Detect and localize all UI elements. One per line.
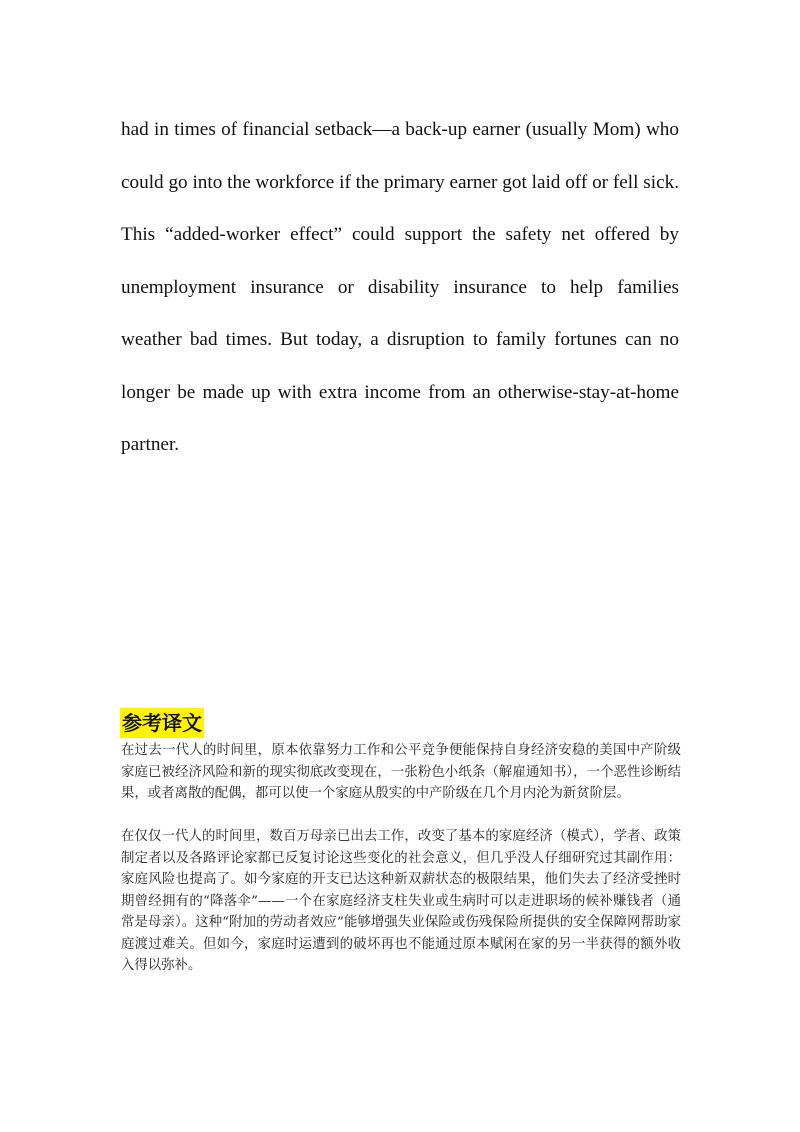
translation-paragraph-2: 在仅仅一代人的时间里，数百万母亲已出去工作，改变了基本的家庭经济（模式），学者、政策制定者以及各路评论家都已反复讨论这些变化的社会意义，但几乎没人仔细研究过其副作用：家庭风险也提高了。如今家庭的开支已达这种新双薪状态的极限结果，他们失去了经济受挫时期曾经拥有的“降落伞”——一个在家庭经济支柱失业或生病时可以走进职场的候补赚钱者（通常是母亲）。这种“附加的劳动者效应”能够增强失业保险或伤残保险所提供的安全保障网帮助家庭渡过难关。但如今，家庭时运遭到的破坏再也不能通过原本赋闲在家的另一半获得的额外收入得以弥补。 bbox=[121, 829, 681, 973]
translation-heading: 参考译文 bbox=[120, 708, 204, 738]
translation-paragraph-1: 在过去一代人的时间里，原本依靠努力工作和公平竞争便能保持自身经济安稳的美国中产阶级家庭已被经济风险和新的现实彻底改变现在，一张粉色小纸条（解雇通知书），一个恶性诊断结果，或者离散的配偶，都可以使一个家庭从殷实的中产阶级在几个月内沦为新贫阶层。 bbox=[121, 743, 681, 801]
english-paragraph: had in times of financial setback—a back-up earner (usually Mom) who could go into the workforce if the primary earner got laid off or fell sick. This “added-worker effect” could support the safety net offered by unemployment insurance or disability insurance to help families weather bad times. But today, a disruption to family fortunes can no longer be made up with extra income from an otherwise-stay-at-home partner. bbox=[121, 119, 679, 455]
